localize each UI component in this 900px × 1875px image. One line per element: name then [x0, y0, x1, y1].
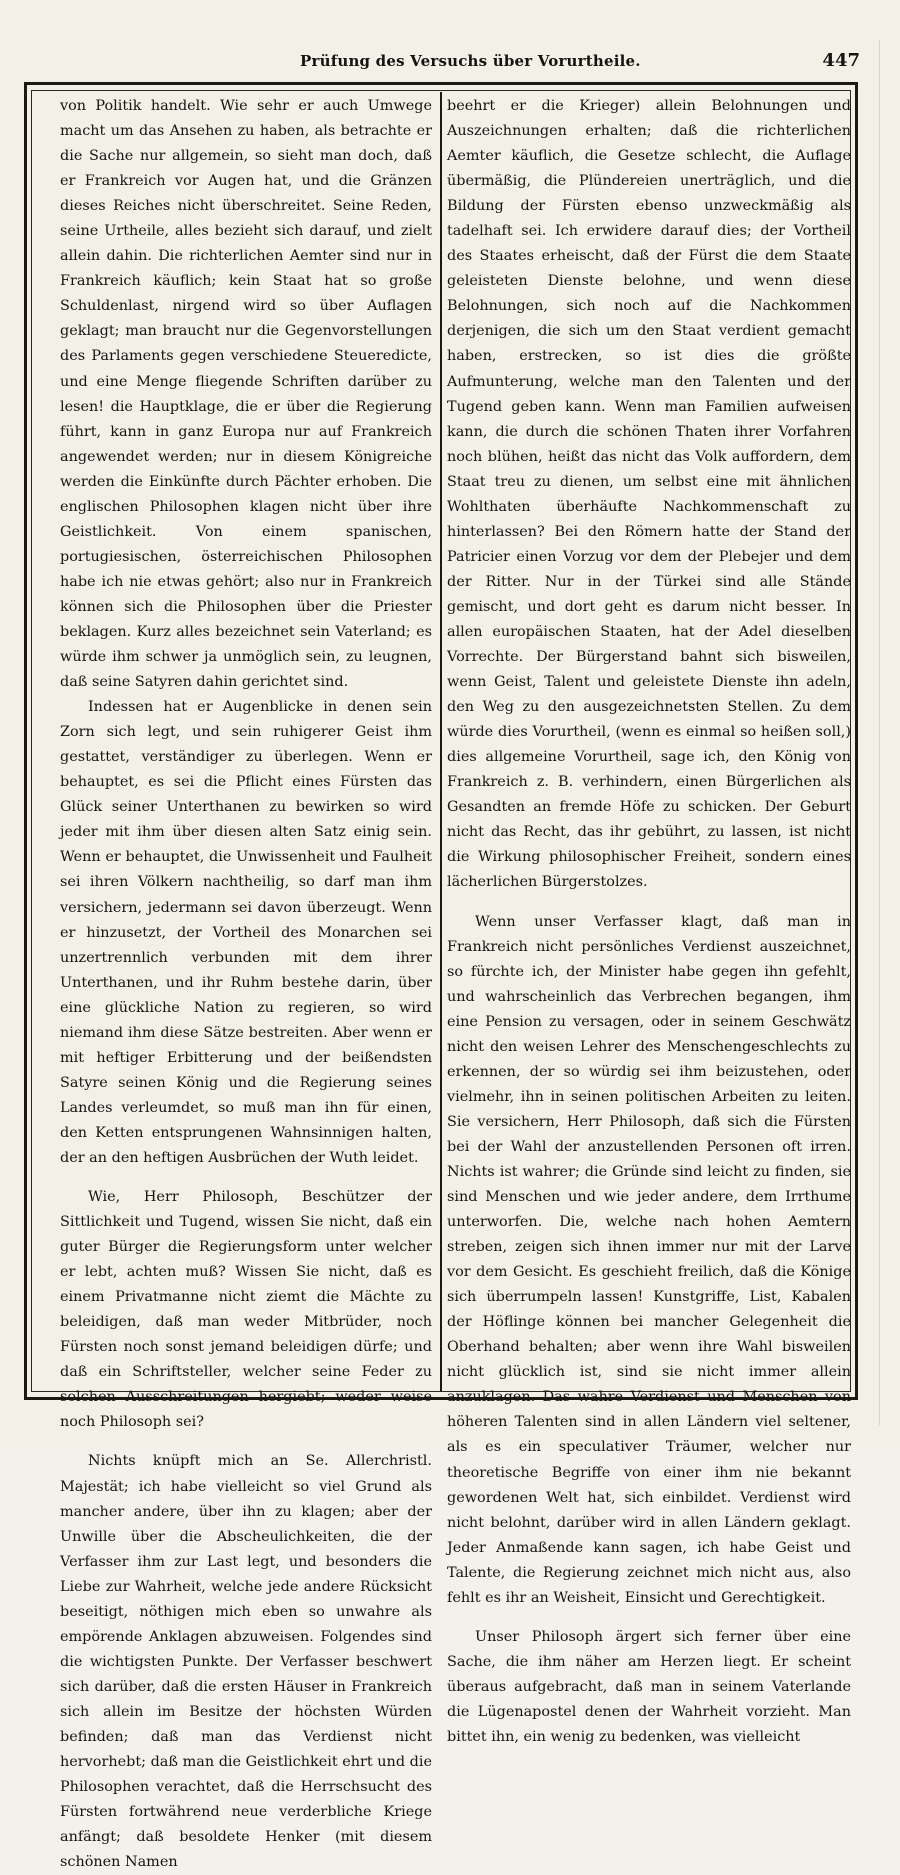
paragraph: Indessen hat er Augenblicke in denen sein Zorn sich legt, und sein ruhigerer Geist ihm gestattet, verständiger zu überlegen. Wenn er behauptet, es sei die Pflicht eines Fürsten das Glück seiner Unterthanen zu bewirken so wird jeder mit ihm über diesen alten Satz einig sein. Wenn er behauptet, die Unwissenheit und Faulheit sei ihren Völkern nachtheilig, so darf man ihm versichern, jedermann sei davon überzeugt. Wenn er hinzusetzt, der Vortheil des Monarchen sei unzertrennlich verbunden mit dem ihrer Unterthanen, und ihr Ruhm bestehe darin, über eine glückliche Nation zu regieren, so wird niemand ihm diese Sätze bestreiten. Aber wenn er mit heftiger Erbitterung und der beißendsten Satyre seinen König und die Regierung seines Landes verleumdet, so muß man ihn für einen, den Ketten entsprungenen Wahnsinnigen halten, der an den heftigen Ausbrüchen der Wuth leidet.	[60, 699, 432, 1166]
running-title: Prüfung des Versuchs über Vorurtheile.	[300, 52, 641, 70]
paragraph: beehrt er die Krieger) allein Belohnungen und Auszeichnungen erhalten; daß die richterlichen Aemter käuflich, die Gesetze schlecht, die Auflage übermäßig, die Plündereien unerträglich, und die Bildung der Fürsten ebenso unzweckmäßig als tadelhaft sei. Ich erwidere darauf dies; der Vortheil des Staates erheischt, daß der Fürst die dem Staate geleisteten Dienste belohne, und wenn diese Belohnungen, sich noch auf die Nachkommen derjenigen, die sich um den Staat verdient gemacht haben, erstrecken, so ist dies die größte Aufmunterung, welche man den Talenten und der Tugend geben kann. Wenn man Familien aufweisen kann, die durch die schönen Thaten ihrer Vorfahren noch blühen, heißt das nicht das Volk auffordern, dem Staat treu zu dienen, um selbst eine mit ähnlichen Wohlthaten überhäufte Nachkommenschaft zu hinterlassen? Bei den Römern hatte der Stand der Patricier einen Vorzug vor dem der Plebejer und dem der Ritter. Nur in der Türkei sind alle Stände gemischt, und dort geht es darum nicht besser. In allen europäischen Staaten, hat der Adel dieselben Vorrechte. Der Bürgerstand bahnt sich bisweilen, wenn Geist, Talent und geleistete Dienste ihn adeln, den Weg zu den ausgezeichnetsten Stellen. Zu dem würde dies Vorurtheil, (wenn es einmal so heißen soll,) dies allgemeine Vorurtheil, sage ich, den König von Frankreich z. B. verhindern, einen Bürgerlichen als Gesandten an fremde Höfe zu schicken. Der Geburt nicht das Recht, das ihr gebührt, zu lassen, ist nicht die Wirkung philosophischer Freiheit, sondern eines lächerlichen Bürgerstolzes.	[447, 98, 851, 891]
paragraph: Wie, Herr Philosoph, Beschützer der Sittlichkeit und Tugend, wissen Sie nicht, daß ein guter Bürger die Regierungsform unter welcher er lebt, achten muß? Wissen Sie nicht, daß es einem Privatmanne nicht ziemt die Mächte zu beleidigen, daß man weder Mitbrüder, noch Fürsten noch sonst jemand beleidigen dürfe; und daß ein Schriftsteller, welcher seine Feder zu solchen Ausschreitungen hergiebt; weder weise noch Philosoph sei?	[60, 1189, 432, 1431]
left-column	[60, 94, 432, 1875]
right-column	[447, 94, 851, 1750]
paragraph: Wenn unser Verfasser klagt, daß man in Frankreich nicht persönliches Verdienst auszeichnet, so fürchte ich, der Minister habe gegen ihn gefehlt, und wahrscheinlich das Verbrechen begangen, ihm eine Pension zu versagen, oder in seinem Geschwätz nicht den weisen Lehrer des Menschengeschlechts zu erkennen, der so würdig sei ihm beizustehen, oder vielmehr, ihn in seinen politischen Arbeiten zu leiten. Sie versichern, Herr Philosoph, daß sich die Fürsten bei der Wahl der anzustellenden Personen oft irren. Nichts ist wahrer; die Gründe sind leicht zu finden, sie sind Menschen und wie jeder andere, dem Irrthume unterworfen. Die, welche nach hohen Aemtern streben, zeigen sich ihnen immer nur mit der Larve vor dem Gesicht. Es geschieht freilich, daß die Könige sich überrumpeln lassen! Kunstgriffe, List, Kabalen der Höflinge können bei mancher Gelegenheit die Oberhand behalten; aber wenn ihre Wahl bisweilen nicht glücklich ist, sind sie nicht immer allein anzuklagen. Das wahre Verdienst und Menschen von höheren Talenten sind in allen Ländern viel seltener, als es ein speculativer Träumer, welcher nur theoretische Begriffe von einer ihm nie bekannt gewordenen Welt hat, sich einbildet. Verdienst wird nicht belohnt, darüber wird in allen Ländern geklagt. Jeder Anmaßende kann sagen, ich habe Geist und Talente, die Regierung zeichnet mich nicht aus, also fehlt es ihr an Weisheit, Einsicht und Gerechtigkeit.	[447, 913, 851, 1606]
paragraph: von Politik handelt. Wie sehr er auch Umwege macht um das Ansehen zu haben, als betrachte er die Sache nur allgemein, so sieht man doch, daß er Frankreich vor Augen hat, und die Gränzen dieses Reiches nicht überschreitet. Seine Reden, seine Urtheile, alles bezieht sich darauf, und zielt allein dahin. Die richterlichen Aemter sind nur in Frankreich käuflich; kein Staat hat so große Schuldenlast, nirgend wird so über Auflagen geklagt; man braucht nur die Gegenvorstellungen des Parlaments gegen verschiedene Steueredicte, und eine Menge fliegende Schriften darüber zu lesen! die Hauptklage, die er über die Regierung führt, kann in ganz Europa nur auf Frankreich angewendet werden; nur in diesem Königreiche werden die Einkünfte durch Pächter erhoben. Die englischen Philosophen klagen nicht über ihre Geistlichkeit. Von einem spanischen, portugiesischen, österreichischen Philosophen habe ich nie etwas gehört; also nur in Frankreich können sich die Philosophen über die Priester beklagen. Kurz alles bezeichnet sein Vaterland; es würde ihm schwer ja unmöglich sein, zu leugnen, daß seine Satyren dahin gerichtet sind.	[60, 98, 432, 691]
paragraph: Unser Philosoph ärgert sich ferner über eine Sache, die ihm näher am Herzen liegt. Er scheint überaus aufgebracht, daß man in seinem Vaterlande die Lügenapostel denen der Wahrheit vorzieht. Man bittet ihn, ein wenig zu bedenken, was vielleicht	[447, 1628, 851, 1745]
page-header	[300, 50, 860, 76]
column-divider	[440, 92, 442, 1392]
paragraph: Nichts knüpft mich an Se. Allerchristl. Majestät; ich habe vielleicht so viel Grund als mancher andere, über ihn zu klagen; aber der Unwille über die Abscheulichkeiten, die der Verfasser ihm zur Last legt, und besonders die Liebe zur Wahrheit, welche jede andere Rücksicht beseitigt, nöthigen mich eben so unwahre als empörende Anklagen abzuweisen. Folgendes sind die wichtigsten Punkte. Der Verfasser beschwert sich darüber, daß die ersten Häuser in Frankreich sich allein im Besitze der höchsten Würden befinden; daß man das Verdienst nicht hervorhebt; daß man die Geistlichkeit ehrt und die Philosophen verachtet, daß die Herrschsucht des Fürsten fortwährend neue verderbliche Kriege anfängt; daß besoldete Henker (mit diesem schönen Namen	[60, 1453, 432, 1871]
page-number: 447	[822, 50, 860, 71]
page-edge-shadow	[879, 40, 880, 1425]
